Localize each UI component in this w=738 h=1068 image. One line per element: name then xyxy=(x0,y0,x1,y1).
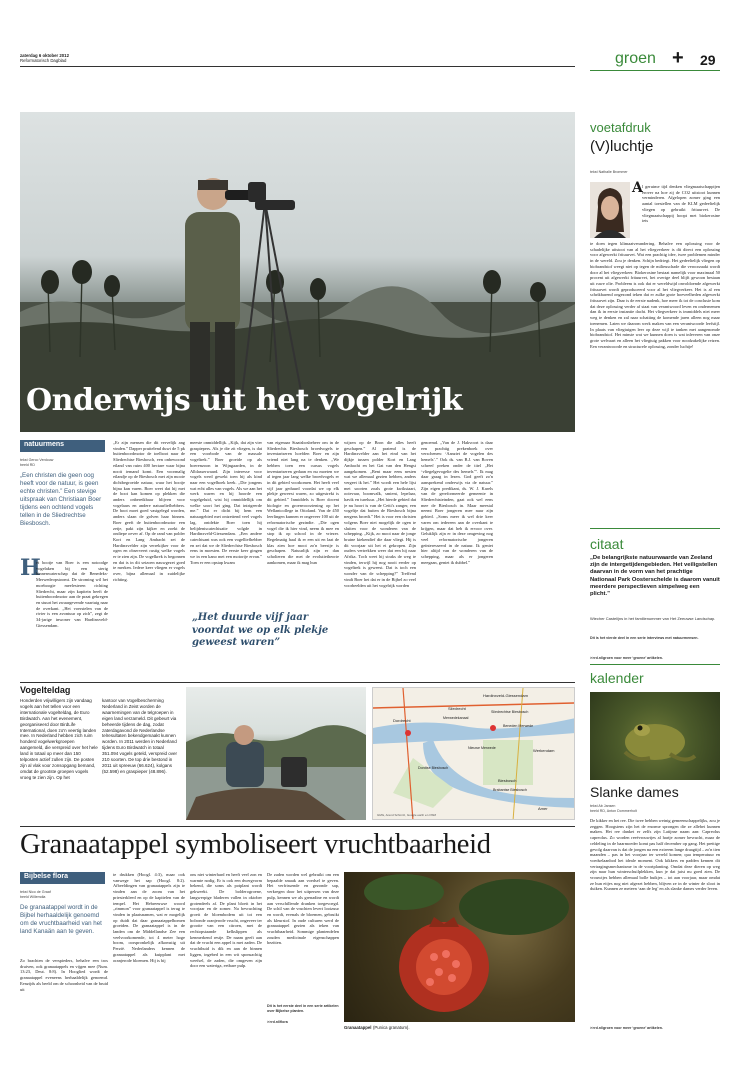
main-dropcap: H xyxy=(20,555,41,581)
main-headline: Onderwijs uit het vogelrijk xyxy=(26,383,463,418)
frog-graphic xyxy=(590,692,720,780)
pomegranate-caption: (Punica granatum). xyxy=(373,1025,410,1030)
pomegranate-caption-bold: Granaatappel xyxy=(344,1025,372,1030)
map-label-hardinxveld: Hardinxveld-Giessendam xyxy=(483,693,528,698)
main-col3: meeste onmiddellijk. „Kijk, dat zijn vier graspiepers. Als je die zit vliegen, is dat een voorbode van de massale vogeltrek.” Boer groeide op als boerenzoon in Wijngaarden, in de Alblasserwaard. Zijn interesse voor vogels werd gewekt toen hij als kind naar een vogelboek keek. „Die jongens wat echt alles van vogels. Als we aan het werk waren en hij hoorde een vogelgeluid, wist hij onmiddellijk om welke soort het ging. Dat intrigeerde me.” Dat er dicht bij hem een natuurgebied met ontzettend veel vogels lag, ontdekte Boer toen hij belijdeniscatechisatie volgde in Hardinxveld-Giessendam. „Een andere catechisant was ook een vogelliefhebber en zei dat we de Sliedrechtse Biesbosch eens in moesten. De eerste keer gingen we in een kano met een motortje ervan.” Toen er een opstap kwam xyxy=(190,440,262,565)
groen-more-link[interactable]: >>rd.nl/groen voor meer ‘groene’ artikelen. xyxy=(590,1026,663,1030)
author-portrait xyxy=(590,182,630,238)
sidebar-byline: tekst Nathalie Brommer xyxy=(590,170,628,174)
main-col1: et bootje van Boer is een notoodge vogelaken bij een sterig binnenwaterschap dat de Benedeks-Merwedeopstoomt. De stroming wil het moeboogie meelesteren richting Sliedrecht, maar zijn kapitein heeft de buitenboordmotor aan de praat gekregen en stuurt het zwaargevende vaartuig naar de overkant. „Het voerstelen van de rivier is een avontuur op zich”, zegt de 34-jarige inwoner van Hardinxveld-Giessendam. xyxy=(36,560,108,628)
map-label-amer: Amer xyxy=(538,806,548,811)
vogelteldag-col2: kantoor van Vogelbescherming Nederland in Zeist worden de waarnemingen van de telgroepen in eigen land verzameld. Dit gebeurt via beheerde tijdens de dag, zodat zaterdagavond de Nederlandse telresultaten bekendgemaakt kunnen worden. In 2011 werden in Nederland tijdens Euro Birdwatch in totaal 351.094 vogels geteld, verspreid over 210 soorten. De top drie bestond in 2011 uit spreeuw (66.624), kolgans (52.598) en graspieper (48.896). xyxy=(102,698,178,774)
portrait-graphic xyxy=(590,182,630,238)
sidebar-dropcap: A xyxy=(632,180,643,196)
bottom-more-link[interactable]: >>rd.nl/flora xyxy=(267,1020,288,1024)
bottom-series-note: Dit is het eerste deel in een serie artikelen over Bijbelse planten. xyxy=(267,1004,339,1013)
header-rule-green xyxy=(590,70,720,71)
map-label-werkendam: Werkendam xyxy=(533,748,555,753)
map-label-nieuwe-merwede: Nieuwe Merwede xyxy=(468,746,496,750)
plus-icon: + xyxy=(672,47,684,69)
main-col2: „Er zijn mensen die dit vervelijk ang vinden.” Dapper pruttelend duwt de 5 pk buitenboordmotor de toelboot naar de Sliedrechtse Biesbosch, een onbewoond eiland van ruim 400 hectare waar bijna nooit iemand komt. Een voormalig eilandje op de Biesbosch met zijn mooie dichtbegroeide natuur, waar het bootje bijna kan varen. Boer weet dat hij met de boot kan komen op plekken die anders onbereikbaar blijven voor vogelaars en andere natuurliefhebbers. De boot moet goed vastgelegd worden, anders slaan de golven haar binnen. Boer geeft de buitenboordmotor een zetje, pakt zijn kijker en zoekt de ondiepe oever af. Op de rand van polder Kort en Lang Ambacht zet de Hardinxvelder zijn verrekijker voor de ogen en observeert rustig welke vogels er te zien zijn. De vogelkrek is begonnen en dat is in dit seizoen nauwgezet goed te merken. Iedere keer vliegen er vogels over, bijna allemaal in zuidelijke richting. xyxy=(113,440,185,582)
vogelteldag-col1: Honderden vrijwilligers zijn vandaag vogels aan het tellen voor een internationale vogelteldag, de Euro Birdwatch. Aan het evenement, georganiseerd door BirdLife International, doen zo'n veertig landen mee. In Nederland hebben zich ruim honderd vogelwerkgroepen aangemeld, die verspreid over het hele land in totaal op meer dan 150 telposten actief zullen zijn. De posten zijn al vlak voor zonsopgang bemand, omdat de grootste groepen vogels vroeg te zien zijn. Op het xyxy=(20,698,98,780)
issue-date: zaterdag 6 oktober 2012 xyxy=(20,53,69,58)
map-label-sliedrecht: Sliedrecht xyxy=(448,706,466,711)
citaat-source: Wiecher Castelijns in het familienummer van Het Zeeuwse Landschap. xyxy=(590,616,716,621)
bijbelse-flora-label: Bijbelse flora xyxy=(20,872,105,884)
bottom-photo-credit: beeld Willemdia xyxy=(20,895,46,899)
map-label-dordrecht: Dordrecht xyxy=(393,718,411,723)
bottom-headline: Granaatappel symboliseert vruchtbaarheid xyxy=(20,829,491,860)
sidebar-text-wide: te doen tegen klimaatverandering. Behalve een oplossing voor de schadelijke uitstoot van al het vliegverkeer is dit direct een oplossing voor afgewerkt frituurvet. Wat een prachtig idee, twee problemen minder in de wereld. Zou je denken. Schijn bedriegt. Het gedeeltelijk vliegen op biobrandstof weegt niet op tegen de milieuschade die veroorzaakt wordt door al het vliegverkeer. Biokerosine bestaat namelijk voor maximaal 50 procent uit afgewerkt frituurvet, het overige deel blijft gewoon bestaan uit ruwe olie. Probleem is ook dat er wereldwijd onvoldoende afgewerkt frituurvet wordt geproduceerd voor al het vliegverkeer. Het is al een schrikbarend ongezond teken dat er zulke grote hoeveelheden afgewerkt frituurvet zijn. Daar is de eerste nadenk, hoe meer ik tot de conclusie kom dat deze oplossing verder af staat van verantwoord leven en ondernemen dan ik in eerste instantie dacht. Het vliegverkeer is immiddels niet meer weg te denken en zal naar schatting de komende jaren alleen nog maar toenemen. Laten we daarom werk maken van een verantwoorde leefstijl. In plaats van vliegtuigen leer op deze wijl te tanken met aangenomde biobrandstof. Het minste wat we kunnen doen is wat inleveren van onze grote welvaart en alleen het vliegtuig pakken voor noodzakelijke reizen. Een verantwoorde en structurele oplossing, zonder luchtje! xyxy=(590,241,720,349)
main-photo-credit: beeld RD xyxy=(20,463,35,467)
bottom-intro: De granaatappel wordt in de Bijbel herhaaldelijk genoemd om de vruchtbaarheid van het land Kanaän aan te geven. xyxy=(20,904,102,935)
slanke-text: De kikker en het ree. Die twee hebben weinig gemeenschappelijks, zou je zeggen. Hoogstens zijn het de enorme sprongen die ze allebei kunnen maken. Het ree danket er zelfs zijn Latijnse naam aan: Capreolus capreolus. Zo worden reeëvrouwtjes al hartje zomer bevrucht, maar de celdeling in de baarmoeder komt pas half december op gang. Het prettige gevolg daarvan is dat de jongen na een extreem lange draagtijd – zo'n tien maanden – pas in het voorjaar ter wereld komen; qua temperatuur en voedselaanbod het ideale moment. Ook kikkers en padden kennen dit vertragingsmechanisme in de voortplanting. Omdat deze dieren op weg zijn naar hun winterschuilplekken, kun je dat juist nu goed zien. De vrouwtjes hebben allemaal bolle buikjes – tot aan voorjaar, maar omdat ze hun eitjes nog niet afgezet hebben, blijven ze in de winter de sloot in duiken. Kunnen ze meteen ‘aan de leg’ en als slanke dames verder leven. xyxy=(590,818,720,892)
map-label-merwedekanaal: Merwedekanaal xyxy=(443,716,469,720)
bottom-col2: te drukken (Hoogl. 4:3), maar ook vanwege het sap (Hoogl. 8:2). Afbeeldingen van granaatappels zijn te vinden aan de zoom van het priesterkleed en op de kapitelen van de tempel. Het Hebreeuwse woord „rimmon” voor granaatappel is terug te vinden in plaatsnamen, wat er mogelijk op duidt dat daar granaatappelbomen groeiden. De granaatappel is in de landen om de Middellandse Zee een veelvoorkomende, tot 4 meter hoge boom, oorspronkelijk afkomstig uit Perzië. Nederlanders kennen de granaatappel als kuipplant met oranjerode bloemen. Hij is bij xyxy=(113,872,185,963)
main-byline: tekst Gerco Verdouw xyxy=(20,458,54,462)
kalender-title: kalender xyxy=(590,670,644,686)
map-graphic xyxy=(373,688,575,820)
bottom-col4: De zaden worden wel gebruikt om een bepaalde smaak aan voedsel te geven. Het verfrissende en gezonde sap, verkregen door het uitpersen van deze pulp, kennen we als grenadine en wordt aan verschillende dranken toegevoegd. De schil van de vruchten levert looizuur en wordt, evenals de bloemen, gebruikt als kleurstof. In oude culturen werd de granaatappel gezien als teken van vruchtbaarheid. Sommige plantendelen zouden medicinale eigenschappen bezitten. xyxy=(267,872,339,946)
map-credit: GMG, Arend Schmitz, Google earth en OSM xyxy=(377,813,437,817)
sidebar-text-narrow: l geruime tijd denken vliegmaatschappijen erover na hoe zij de CO2 uitstoot kunnen verminderen. Afgelopen zomer ging een aantal toestellen van de KLM gedeeltelijk vliegen op gebruikt frituurvet. De vliegmaatschappij hoopt met biokerosine iets xyxy=(642,184,720,224)
main-col4: van eigenaar Staatsbosbeheer om in de Sliedrechts Biesbosch broedvogels te inventariseren hoefden Boer en zijn vriend niet lang na te denken. „We hebben toen een cursus vogels inventariseren gedaan en nu moeten we al tegen jaar lang welke broedvogels er in dit gebied voorkomen. Het heeft veel vijf jaar geduurd voordat we op elk plekje geweest waren, zo uitgestrekt is dit gebied.” Inmiddels is Boer docent biologie en groenvoorziening op het Wellantcollege in Ottoland. Van de 450 leerlingen kunnen er ongeveer 100 uit de reformatorische gezindte. „Die ogen vogel die ik hier vind, neem ik mee en stop ik op school in de vriezer. Regelmatig haal ik er een uit en laat de klas zien hoe mooi zo'n beestje is geschapen. Natuurlijk zijn er dan scholieren die met de evolutietheorie aankomen, maar ik mag hun xyxy=(267,440,339,565)
main-col5: wijzen op de Bron die alles heeft geschapen.” Al pratend is de Hardinxvelder aan het eind van het dijkje tussen polder Kort en Lang Ambacht en het Gat van den Hengst aangekomen. „Bent maar eens nesten wat we allemaal gezien hebben, anders vergeet ik het.” Het wordt een hele lijst met soorten zoals grote kwikstaart, ooievaar, boomvalk, smient, lepelaar, havik en tureluur. „Het hierde gebied dat je nu hoort is van de Cetti's zanger, een vogeltje dat buiten de Biesbosch bijna nergens broedt.” Het is voor een christen volgens Boer niet mogelijk de ogen te sluiten voor de wonderen van de schepping. „Kijk, zo mooi naar de jonge bruine kiekendief die daar vliegt. Hij is dit voorjaar uit het ei gekropen. Zijn ouders vertrekken weer dat een hij naar Afrika. Toch weet hij straks de weg te vinden, terwijl hij nog nooit eerder op vogeltrek is geweest. Dat is toch een wonder van de schepping?” Treffend vindt Boer het dat er in de Bijbel zo veel voorbeelden uit het vogelrijk worden xyxy=(344,440,416,588)
pomegranate-graphic xyxy=(344,872,575,1022)
slanke-credit: beeld RD, Anton Dommerholt xyxy=(590,809,637,813)
citaat-title: citaat xyxy=(590,536,624,552)
map-label-brabantse-biesbosch: Brabantse Biesbosch xyxy=(493,788,527,792)
newspaper-name: Reformatorisch Dagblad xyxy=(20,58,67,63)
frog-photo xyxy=(590,692,720,780)
bottom-byline: tekst Nico de Graaf xyxy=(20,890,51,894)
boat-photo xyxy=(186,687,366,820)
pullquote: „Het duurde vijf jaar voordat we op elk plekje geweest waren” xyxy=(192,612,329,648)
sidebar-more-link[interactable]: >>rd.nl/groen voor meer ‘groene’ artikelen. xyxy=(590,656,663,660)
rubric-label: natuurmens xyxy=(20,440,105,452)
slanke-byline: tekst Ab Jansen xyxy=(590,804,616,808)
bottom-col3: ons niet winterhard en heeft veel zon en warmte nodig. Er is ook een dwergvorm bekend, die soms als potplant wordt gekweekt. De bolderogroene, langwerpige bladeren vallen in oktober grotendeels af. De plant bloeit in het voorjaar en de zomer. Na bevruchting groeit de bloembodem uit tot een bolronde oranjerode vrucht, ongeveer ter grootte van een citroen, met de rechtopstaande kelkslippen als kenmerkend restje. De naam geeft aan dat de vrucht een appel is met zaden. De vruchthuid is dik en aan de binnen liggen, ingebed in een wit sponsachtig weefsel, de zaden, die omgeven zijn door een wateriga, eetbare pulp. xyxy=(190,872,262,969)
biesbosch-map xyxy=(372,687,575,820)
bottom-rule xyxy=(20,826,575,827)
slanke-title: Slanke dames xyxy=(590,784,679,800)
map-label-biesbosch: Biesbosch xyxy=(498,778,517,783)
main-intro: „Een christen die geen oog heeft voor de natuur, is geen echte christen.” Een stevige uitspraak van Christiaan Boer tijdens een ochtend vogels tellen in de Sliedrechtse Biesbosch. xyxy=(20,472,102,527)
page-number: 29 xyxy=(700,52,716,68)
header-rule xyxy=(20,66,575,67)
boat-scene xyxy=(186,687,366,820)
map-label-dordtse-biesbosch: Dordtse Biesbosch xyxy=(418,766,449,770)
citaat-text: „De belangrijkste natuurwaarde van Zeeland zijn de intergetijdengebieden. Het veiligstellen daarvan in de vorm van het prachtige Nationaal Park Oosterschelde is daarom vanuit meerdere perspectieven simpelweg een plicht.” xyxy=(590,555,720,598)
bottom-col1: Zo brachten de verspieders, behalve een tros druiven, ook granaatappels en vijgen mee (Num. 13:23, Deut. 8:8). In Hooglied wordt de granaatappel eveneens herhaaldelijk genoemd. Eenzijds als beeld om de schoonheid van de bruid uit xyxy=(20,958,108,992)
vogelteldag-rule xyxy=(20,682,575,683)
column-title: (V)luchtje xyxy=(590,138,654,155)
sidebar-series-note: Dit is het vierde deel in een serie interviews met natuurmensen. xyxy=(590,636,699,640)
map-label-beneden-merwede: Beneden Merwede xyxy=(503,724,534,728)
main-col6: genoemd. „Van de J. Hakvoort is daar een prachtig prekenboek over verschenen: ‘Aanziet de vogelen des hemels’.” Ook ds. van B.J. van Boven schreef preken onder de titel „Het ‘vliegelgevogelte des hemels’”. Ik mag daar graag in lezen. God geeft zo'n aansprekend onderwijs via de natuur.” Zijn eigen predikant, ds. W. J. Karels van de gereformeerde gemeente in Sliedrechtsteinden, gaat ook wel eens mee de Biesbosch in. Maar meestal neemt Boer jongeren mee naar zijn gebied. „Soms meer ik wel drie keer varen om iedereen aan de overkant te krijgen, maar dat heb ik ervoor over. Geluklijk zijn er in deze omgeving nog veel reformatorische jongeren geïnteresseerd in de natuur. Ik geniet hier altijd van de wonderen van de schepping, maar als er jongeren meegaan, geniet ik dubbel.” xyxy=(421,440,493,565)
column-kicker: voetafdruk xyxy=(590,120,651,135)
pomegranate-photo xyxy=(344,872,575,1022)
map-label-sliedrechtse-biesbosch: Sliedrechtse Biesbosch xyxy=(491,710,529,714)
section-name: groen xyxy=(615,50,656,67)
kalender-rule xyxy=(590,664,720,665)
citaat-rule xyxy=(590,528,720,529)
vogelteldag-title: Vogelteldag xyxy=(20,685,71,695)
